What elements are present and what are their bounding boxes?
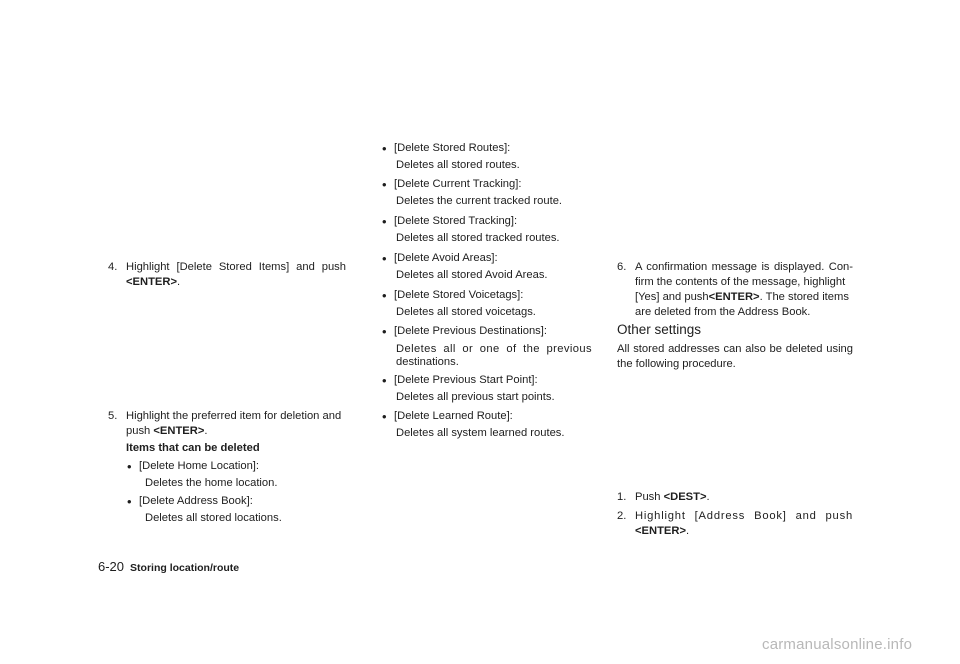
list-item-desc: Deletes all stored locations. xyxy=(145,512,282,524)
bullet-icon: • xyxy=(127,494,132,509)
step-number: 2. xyxy=(617,510,627,522)
list-item-label: [Delete Stored Voicetags]: xyxy=(394,289,524,301)
list-item-label: [Delete Previous Start Point]: xyxy=(394,374,538,386)
list-item-label: [Delete Current Tracking]: xyxy=(394,178,522,190)
list-item-desc: Deletes all stored Avoid Areas. xyxy=(396,269,548,281)
section-heading: Other settings xyxy=(617,322,702,337)
step-text: Highlight the preferred item for deletion and push <ENTER>. xyxy=(126,410,342,437)
bullet-icon: • xyxy=(382,214,387,229)
list-item-desc: Deletes all stored routes. xyxy=(396,159,520,171)
bullet-icon: • xyxy=(382,288,387,303)
list-item-label: [Delete Stored Tracking]: xyxy=(394,215,518,227)
list-item-label: [Delete Learned Route]: xyxy=(394,410,513,422)
list-item-desc: Deletes all or one of the previous xyxy=(396,343,592,355)
step-key-line: <ENTER>. xyxy=(126,276,181,288)
list-item-desc: Deletes all stored tracked routes. xyxy=(396,232,560,244)
bullet-icon: • xyxy=(382,251,387,266)
list-item-label: [Delete Avoid Areas]: xyxy=(394,252,498,264)
step-text: Highlight [Delete Stored Items] and push xyxy=(126,261,346,273)
list-item-desc: Deletes all previous start points. xyxy=(396,391,555,403)
enter-key: <ENTER> xyxy=(126,276,177,288)
enter-key: <ENTER> xyxy=(635,525,686,537)
list-item-label: [Delete Home Location]: xyxy=(139,460,260,472)
enter-key: <ENTER> xyxy=(153,425,205,437)
step-number: 5. xyxy=(108,410,118,422)
bullet-icon: • xyxy=(382,409,387,424)
list-item-desc-cont: destinations. xyxy=(396,356,459,368)
list-item-label: [Delete Previous Destinations]: xyxy=(394,325,547,337)
paragraph: All stored addresses can also be deleted using the following procedure. xyxy=(617,343,853,370)
bullet-icon: • xyxy=(382,324,387,339)
dest-key: <DEST> xyxy=(663,491,707,503)
bullet-icon: • xyxy=(382,373,387,388)
section-title: Storing location/route xyxy=(130,562,240,574)
bullet-icon: • xyxy=(127,459,132,474)
list-item-label: [Delete Address Book]: xyxy=(139,495,253,507)
page-number: 6-20 xyxy=(98,559,125,574)
bullet-icon: • xyxy=(382,177,387,192)
list-item-desc: Deletes all system learned routes. xyxy=(396,427,565,439)
bullet-icon: • xyxy=(382,141,387,156)
watermark: carmanualsonline.info xyxy=(762,636,913,653)
list-item-desc: Deletes all stored voicetags. xyxy=(396,306,536,318)
items-subheading: Items that can be deleted xyxy=(126,442,260,454)
list-item-desc: Deletes the home location. xyxy=(145,477,278,489)
step-number: 1. xyxy=(617,491,627,503)
list-item-label: [Delete Stored Routes]: xyxy=(394,142,511,154)
enter-key: <ENTER> xyxy=(708,291,760,303)
step-number: 6. xyxy=(617,261,627,273)
list-item-desc: Deletes the current tracked route. xyxy=(396,195,563,207)
page-footer xyxy=(98,559,239,576)
step-number: 4. xyxy=(108,261,118,273)
